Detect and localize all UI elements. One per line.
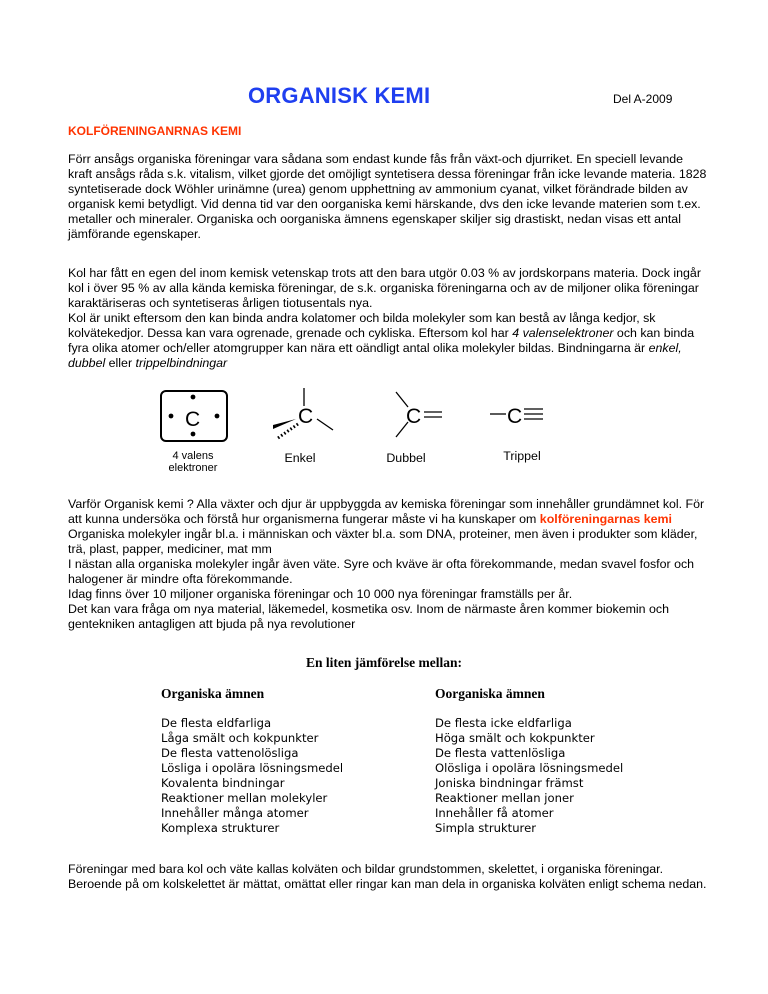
triple-bond-emphasis: trippelbindningar — [135, 356, 228, 370]
carbon-text-4: eller — [105, 356, 136, 370]
inorganic-properties-list — [435, 716, 623, 836]
double-bond-label: Dubbel — [386, 451, 426, 465]
valence-label-line1: 4 valens — [172, 450, 214, 462]
why-text-4: Idag finns över 10 miljoner organiska föreningar och 10 000 nya föreningar framställs per år. — [68, 587, 573, 601]
triple-bond-carbon: C — [507, 405, 523, 428]
why-text-3: I nästan alla organiska molekyler ingår även väte. Syre och kväve är ofta förekommande, medan svavel fosfor och halogener är mindre ofta förekommande. — [68, 557, 695, 586]
list-item: Innehåller många atomer — [161, 806, 309, 820]
single-bond-hash — [278, 424, 298, 438]
list-item: De flesta icke eldfarliga — [435, 716, 572, 730]
list-item: De flesta vattenlösliga — [435, 746, 566, 760]
valence-electron-bottom — [191, 432, 196, 437]
page-title: ORGANISK KEMI — [248, 83, 431, 108]
single-bond-right — [317, 419, 333, 430]
list-item: Olösliga i opolära lösningsmedel — [435, 761, 624, 775]
list-item: Komplexa strukturer — [161, 821, 280, 835]
hydrocarbons-paragraph: Föreningar med bara kol och väte kallas kolväten och bildar grundstommen, skelettet, i organiska föreningar. Beroende på om kolskelettet är mättat, omättat eller ringar kan man dela in organiska kolväten enligt schema nedan. — [68, 862, 707, 891]
single-bond-label: Enkel — [284, 451, 316, 465]
list-item: Lösliga i opolära lösningsmedel — [161, 761, 344, 775]
carbon-paragraph — [68, 266, 708, 371]
valence-electron-right — [215, 414, 220, 419]
comparison-heading: En liten jämförelse mellan: — [305, 655, 463, 670]
single-bond-structure — [273, 388, 333, 438]
list-item: Reaktioner mellan molekyler — [161, 791, 328, 805]
single-bond-carbon: C — [298, 405, 314, 428]
list-item: Innehåller få atomer — [435, 806, 554, 820]
list-item: Reaktioner mellan joner — [435, 791, 574, 805]
document-part-label: Del A-2009 — [613, 92, 673, 106]
valence-emphasis: 4 valenselektroner — [512, 326, 614, 340]
list-item: De flesta vattenolösliga — [161, 746, 299, 760]
list-item: Höga smält och kokpunkter — [435, 731, 595, 745]
why-text-1: Varför Organisk kemi ? Alla växter och djur är uppbyggda av kemiska föreningar som innehåller grundämnet kol. För att kunna undersöka och förstå hur organismerna fungerar måste vi ha kunskaper om — [68, 497, 705, 526]
valence-carbon-symbol: C — [185, 408, 201, 431]
carbon-bonding-diagram — [150, 382, 570, 482]
highlight-carbon-chemistry: kolföreningarnas kemi — [539, 512, 673, 526]
intro-paragraph: Förr ansågs organiska föreningar vara sådana som endast kunde fås från växt-och djurriket. En speciell levande kraft ansågs råda s.k. vitalism, vilket gjorde det omöjligt syntetisera dessa föreningar från icke levande materia. 1828 syntetiserade dock Wöhler urinämne (urea) genom upphettning av ammonium cyanat, vilket förändrade bilden av organisk kemi betydligt. Vid denna tid var den oorganiska kemi härskande, dvs den icke levande materien som t.ex. metaller och mineraler. Organiska och oorganiska ämnens egenskaper skiljer sig drastiskt, nedan visas ett antal jämförande egenskaper. — [68, 152, 707, 241]
list-item: Joniska bindningar främst — [435, 776, 584, 790]
why-text-2: Organiska molekyler ingår bl.a. i människan och växter bl.a. som DNA, proteiner, men även i produkter som kläder, trä, plast, papper, mediciner, mat mm — [68, 527, 698, 556]
why-organic-paragraph — [68, 497, 708, 632]
list-item: De flesta eldfarliga — [161, 716, 272, 730]
double-bond-carbon: C — [406, 405, 422, 428]
list-item: Simpla strukturer — [435, 821, 536, 835]
triple-bond-structure — [490, 405, 543, 428]
organic-column-heading: Organiska ämnen — [161, 686, 265, 701]
valence-label-line2: elektroner — [168, 462, 218, 474]
bond-types-emphasis: enkel, dubbel — [68, 341, 682, 370]
list-item: Kovalenta bindningar — [161, 776, 285, 790]
organic-properties-list — [161, 716, 343, 836]
carbon-text-3: och kan binda fyra olika atomer och/eller atomgrupper kan nära ett oändligt antal olika molekyler bildas. Bindningarna är — [68, 326, 695, 355]
carbon-text-1: Kol har fått en egen del inom kemisk vetenskap trots att den bara utgör 0.03 % av jordskorpans materia. Dock ingår kol i över 95 % av alla kända kemiska föreningar, de s.k. organiska föreningarna och av de miljoner olika föreningar karaktäriseras och syntetiseras årligen tiotusentals nya. — [68, 266, 701, 310]
double-bond-structure — [396, 392, 442, 437]
list-item: Låga smält och kokpunkter — [161, 731, 319, 745]
inorganic-column-heading: Oorganiska ämnen — [435, 686, 545, 701]
section-heading: KOLFÖRENINGANRNAS KEMI — [68, 124, 242, 138]
single-bond-wedge — [273, 419, 296, 429]
carbon-text-2: Kol är unikt eftersom den kan binda andra kolatomer och bilda molekyler som kan bestå av långa kedjor, sk kolvätekedjor. Dessa kan vara ogrenade, grenade och cykliska. Eftersom kol har — [68, 311, 656, 340]
triple-bond-label: Trippel — [503, 449, 541, 463]
valence-electron-left — [169, 414, 174, 419]
why-text-5: Det kan vara fråga om nya material, läkemedel, kosmetika osv. Inom de närmaste åren kommer biokemin och gentekniken antagligen att bjuda på nya revolutioner — [68, 602, 669, 631]
valence-electron-top — [191, 395, 196, 400]
